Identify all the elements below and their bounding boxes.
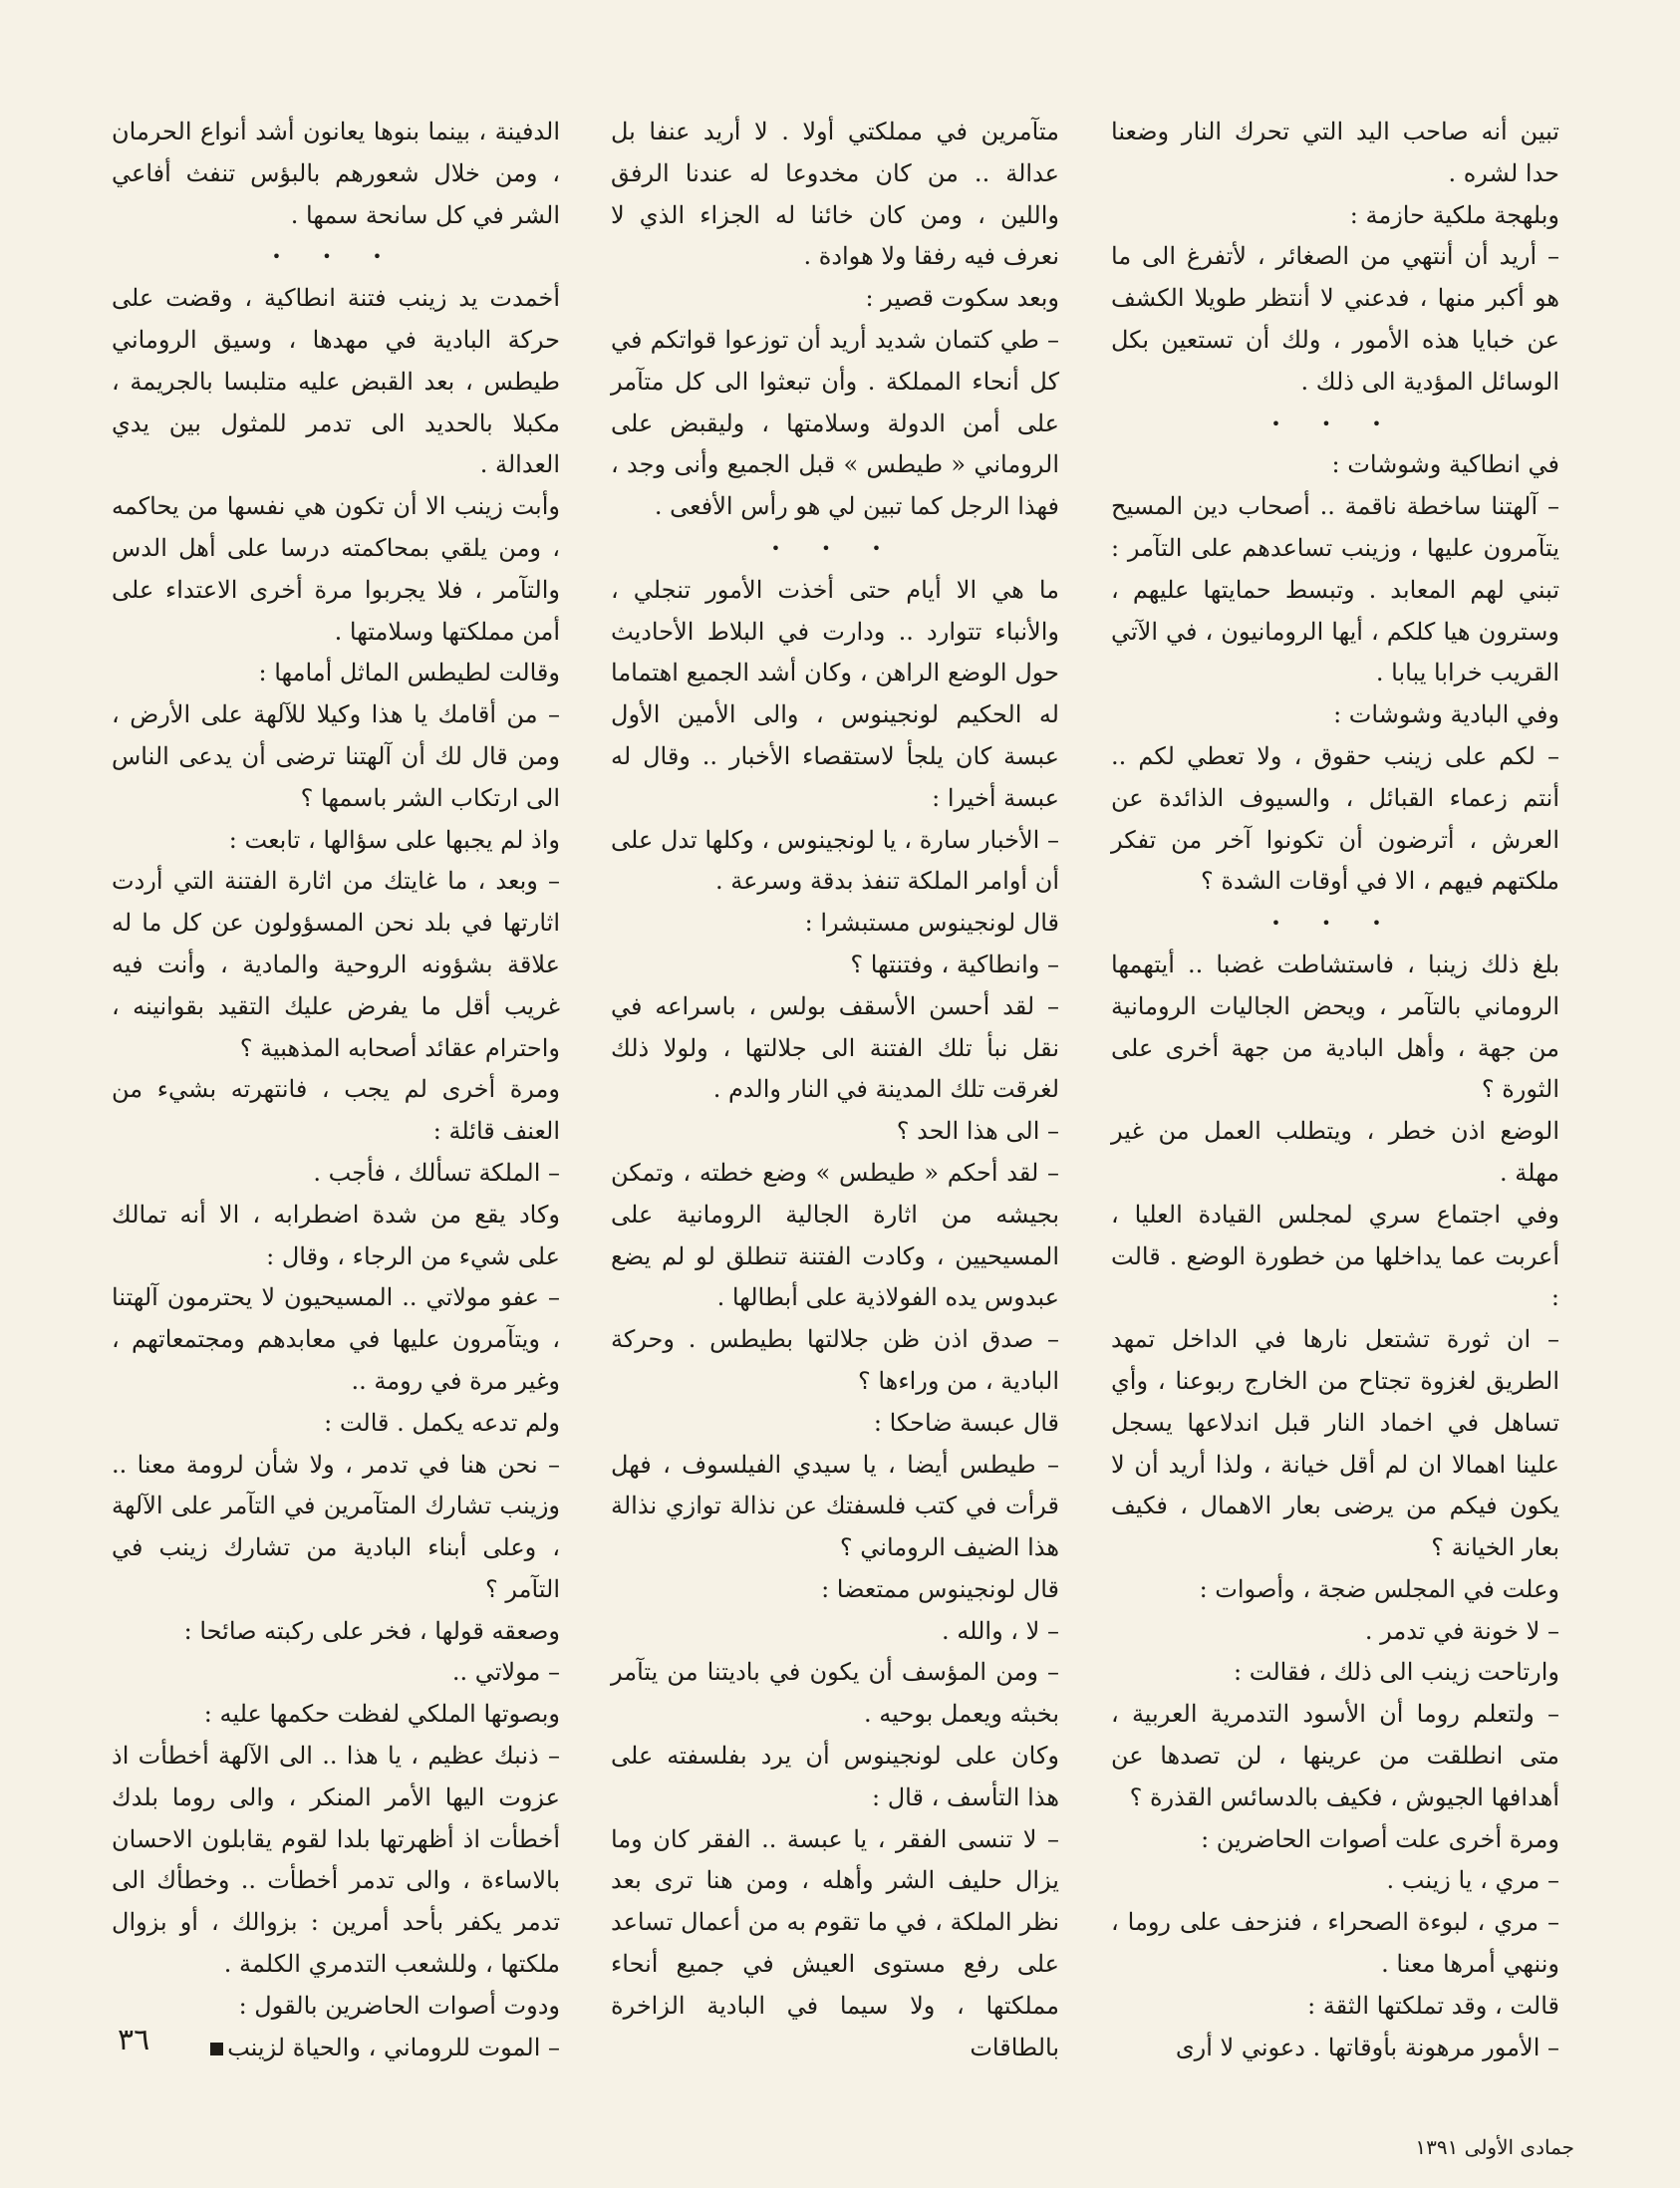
paragraph: – الى هذا الحد ؟ <box>896 1117 1059 1146</box>
text-column-middle <box>611 112 1059 2061</box>
paragraph: ومرة أخرى علت أصوات الحاضرين : <box>1201 1824 1559 1853</box>
paragraph: متآمرين في مملكتي أولا . لا أريد عنفا بل عدالة .. من كان مخدوعا له عندنا الرفق واللين ، ومن كان خائنا له الجزاء الذي لا نعرف فيه رفقا ولا هوادة . <box>611 118 1059 271</box>
paragraph: وكان على لونجينوس أن يرد بفلسفته على هذا التأسف ، قال : <box>611 1742 1059 1811</box>
paragraph: ومرة أخرى لم يجب ، فانتهرته بشيء من العنف قائلة : <box>112 1075 560 1146</box>
paragraph: – لا خونة في تدمر . <box>1364 1616 1559 1645</box>
paragraph: – وبعد ، ما غايتك من اثارة الفتنة التي أردت اثارتها في بلد نحن المسؤولون عن كل ما له علاقة بشؤونه الروحية والمادية ، وأنت فيه غريب أقل ما يفرض عليك التقيد بقوانينه ، واحترام عقائد أصحابه المذهبية ؟ <box>112 867 560 1062</box>
paragraph: وارتاحت زينب الى ذلك ، فقالت : <box>1234 1658 1559 1687</box>
paragraph: قال لونجينوس مستبشرا : <box>804 909 1059 938</box>
section-divider: • • • <box>1270 914 1400 934</box>
paragraph: بلغ ذلك زينبا ، فاستشاطت غضبا .. أيتهمها الروماني بالتآمر ، ويحض الجاليات الرومانية من جهة ، وأهل البادية من جهة أخرى على الثورة ؟ <box>1111 950 1559 1104</box>
paragraph: ما هي الا أيام حتى أخذت الأمور تنجلي ، والأنباء تتوارد .. ودارت في البلاط الأحاديث حول الوضع الراهن ، وكان أشد الجميع اهتماما له الحكيم لونجينوس ، والى الأمين الأول عبسة كان يلجأ لاستقصاء الأخبار .. وقال له عبسة أخيرا : <box>611 575 1059 812</box>
end-of-article-mark <box>210 2043 223 2055</box>
paragraph: – الأخبار سارة ، يا لونجينوس ، وكلها تدل على أن أوامر الملكة تنفذ بدقة وسرعة . <box>611 825 1059 896</box>
paragraph: – لكم على زينب حقوق ، ولا تعطي لكم .. أنتم زعماء القبائل ، والسيوف الذائدة عن العرش ، أترضون أن تكونوا آخر من تفكر ملكتهم فيهم ، الا في أوقات الشدة ؟ <box>1111 741 1559 896</box>
paragraph: ولم تدعه يكمل . قالت : <box>324 1408 560 1437</box>
issue-date-footer: جمادى الأولى ١٣٩١ <box>1415 2135 1574 2159</box>
paragraph: – وانطاكية ، وفتنتها ؟ <box>850 950 1059 978</box>
paragraph: وأبت زينب الا أن تكون هي نفسها من يحاكمه ، ومن يلقي بمحاكمته درسا على أهل الدس والتآمر ، فلا يجربوا مرة أخرى الاعتداء على أمن مملكتها وسلامتها . <box>112 492 561 646</box>
paragraph: في انطاكية وشوشات : <box>1331 450 1559 479</box>
paragraph: الوضع اذن خطر ، ويتطلب العمل من غير مهلة . <box>1111 1117 1560 1187</box>
paragraph: – الأمور مرهونة بأوقاتها . دعوني لا أرى <box>1175 2033 1559 2061</box>
paragraph: وبعد سكوت قصير : <box>865 284 1059 313</box>
paragraph: – طي كتمان شديد أريد أن توزعوا قواتكم في كل أنحاء المملكة . وأن تبعثوا الى كل متآمر على أمن الدولة وسلامتها ، وليقبض على الروماني « طيطس » قبل الجميع وأنى وجد ، فهذا الرجل كما تبين لي هو رأس الأفعى . <box>611 325 1059 521</box>
paragraph: وكاد يقع من شدة اضطرابه ، الا أنه تمالك على شيء من الرجاء ، وقال : <box>112 1200 560 1270</box>
paragraph: – لقد أحسن الأسقف بولس ، باسراعه في نقل نبأ تلك الفتنة الى جلالتها ، ولولا ذلك لغرقت تلك المدينة في النار والدم . <box>611 991 1059 1104</box>
paragraph: – آلهتنا ساخطة ناقمة .. أصحاب دين المسيح يتآمرون عليها ، وزينب تساعدهم على التآمر : تبني لهم المعابد . وتبسط حمايتها عليهم ، وسترون هيا كلكم ، أيها الرومانيون ، في الآتي القريب خرابا يبابا . <box>1111 492 1559 687</box>
paragraph: وفي اجتماع سري لمجلس القيادة العليا ، أعربت عما يداخلها من خطورة الوضع . قالت : <box>1111 1200 1559 1312</box>
paragraph: – لا ، والله . <box>942 1616 1059 1645</box>
text-column-right <box>1111 112 1560 2061</box>
paragraph: – ذنبك عظيم ، يا هذا .. الى الآلهة أخطأت اذ عزوت اليها الأمر المنكر ، والى روما بلدك أخطأت اذ أظهرتها بلدا لقوم يقابلون الاحسان بالاساءة ، والى تدمر أخطأت .. وخطأك الى تدمر يكفر بأحد أمرين : بزوالك ، أو بزوال ملكتها ، وللشعب التدمري الكلمة . <box>112 1742 560 1979</box>
paragraph: أخمدت يد زينب فتنة انطاكية ، وقضت على حركة البادية في مهدها ، وسيق الروماني طيطس ، بعد القبض عليه متلبسا بالجريمة ، مكبلا بالحديد الى تدمر للمثول بين يدي العدالة . <box>112 284 560 479</box>
section-divider: • • • <box>271 247 401 267</box>
paragraph: واذ لم يجبها على سؤالها ، تابعت : <box>228 825 560 854</box>
paragraph: وفي البادية وشوشات : <box>1333 700 1559 729</box>
paragraph: – من أقامك يا هذا وكيلا للآلهة على الأرض ، ومن قال لك أن آلهتنا ترضى أن يدعى الناس الى ارتكاب الشر باسمها ؟ <box>112 700 560 812</box>
paragraph: – مري ، لبوءة الصحراء ، فنزحف على روما ، وننهي أمرها معنا . <box>1111 1908 1559 1979</box>
section-divider: • • • <box>770 538 900 558</box>
paragraph: وبصوتها الملكي لفظت حكمها عليه : <box>203 1700 560 1729</box>
paragraph: – لا تنسى الفقر ، يا عبسة .. الفقر كان وما يزال حليف الشر وأهله ، ومن هنا ترى بعد نظر الملكة ، في ما تقوم به من أعمال تساعد على رفع مستوى العيش في جميع أنحاء مملكتها ، ولا سيما في البادية الزاخرة بالطاقات <box>611 1824 1059 2061</box>
paragraph: وعلت في المجلس ضجة ، وأصوات : <box>1199 1574 1559 1603</box>
paragraph: قالت ، وقد تملكتها الثقة : <box>1307 1991 1559 2020</box>
paragraph: تبين أنه صاحب اليد التي تحرك النار وضعنا حدا لشره . <box>1111 118 1559 187</box>
paragraph: – نحن هنا في تدمر ، ولا شأن لرومة معنا .. وزينب تشارك المتآمرين في التآمر على الآلهة ، وعلى أبناء البادية من تشارك زينب في التآمر ؟ <box>112 1450 560 1603</box>
paragraph: قال لونجينوس ممتعضا : <box>821 1574 1059 1603</box>
paragraph: – عفو مولاتي .. المسيحيون لا يحترمون آلهتنا ، ويتآمرون عليها في معابدهم ومجتمعاتهم ، وغير مرة في رومة .. <box>112 1283 560 1395</box>
section-divider: • • • <box>1270 413 1400 433</box>
paragraph: – ومن المؤسف أن يكون في باديتنا من يتآمر بخبثه ويعمل بوحيه . <box>611 1658 1059 1729</box>
paragraph: وقالت لطيطس الماثل أمامها : <box>258 659 560 687</box>
paragraph: ودوت أصوات الحاضرين بالقول : <box>238 1991 560 2020</box>
paragraph: – لقد أحكم « طيطس » وضع خطته ، وتمكن بجيشه من اثارة الجالية الرومانية على المسيحيين ، وكادت الفتنة تنطلق لو لم يضع عبدوس يده الفولاذية على أبطالها . <box>611 1158 1059 1312</box>
paragraph: – مولاتي .. <box>451 1658 560 1687</box>
paragraph: – الملكة تسألك ، فأجب . <box>313 1158 560 1187</box>
paragraph: – مري ، يا زينب . <box>1386 1866 1559 1895</box>
paragraph: – الموت للروماني ، والحياة لزينب <box>112 2028 560 2069</box>
paragraph: وبلهجة ملكية حازمة : <box>1349 200 1559 229</box>
page-number: ٣٦ <box>118 2023 150 2057</box>
paragraph: وصعقه قولها ، فخر على ركبته صائحا : <box>183 1616 560 1645</box>
paragraph: قال عبسة ضاحكا : <box>873 1408 1059 1437</box>
paragraph: – ولتعلم روما أن الأسود التدمرية العربية ، متى انطلقت من عرينها ، لن تصدها عن أهدافها الجيوش ، فكيف بالدسائس القذرة ؟ <box>1111 1700 1559 1811</box>
paragraph: – صدق اذن ظن جلالتها بطيطس . وحركة البادية ، من وراءها ؟ <box>611 1325 1059 1395</box>
paragraph: – ان ثورة تشتعل نارها في الداخل تمهد الطريق لغزوة تجتاح من الخارج ربوعنا ، وأي تساهل في اخماد النار قبل اندلاعها يسجل علينا اهمالا ان لم أقل خيانة ، ولذا أريد أن لا يكون فيكم من يرضى بعار الاهمال ، فكيف بعار الخيانة ؟ <box>1111 1325 1559 1562</box>
paragraph: الدفينة ، بينما بنوها يعانون أشد أنواع الحرمان ، ومن خلال شعورهم بالبؤس تنفث أفاعي الشر في كل سانحة سمها . <box>112 118 560 229</box>
paragraph: – أريد أن أنتهي من الصغائر ، لأتفرغ الى ما هو أكبر منها ، فدعني لا أنتظر طويلا الكشف عن خبايا هذه الأمور ، ولك أن تستعين بكل الوسائل المؤدية الى ذلك . <box>1111 242 1559 396</box>
paragraph: – طيطس أيضا ، يا سيدي الفيلسوف ، فهل قرأت في كتب فلسفتك عن نذالة توازي نذالة هذا الضيف الروماني ؟ <box>611 1450 1059 1562</box>
